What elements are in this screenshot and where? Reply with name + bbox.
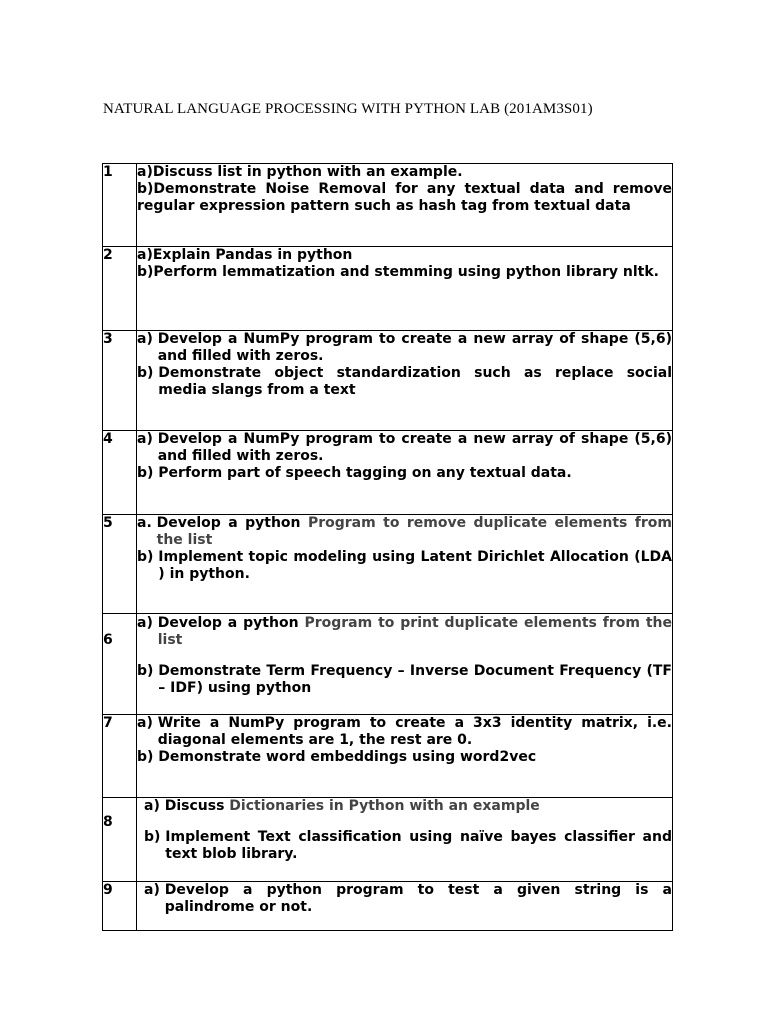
item-text: Perform lemmatization and stemming using python library nltk. — [153, 264, 659, 280]
list-item — [137, 515, 672, 549]
table-row — [103, 715, 673, 798]
item-text: Demonstrate object standardization such as replace social media slangs from a text — [158, 365, 672, 398]
row-number: 7 — [103, 715, 137, 798]
row-content — [137, 614, 673, 715]
table-row — [103, 431, 673, 515]
row-content — [137, 798, 673, 882]
list-item — [137, 549, 672, 583]
item-label: a) — [137, 431, 158, 447]
table-row — [103, 164, 673, 247]
item-text: Implement topic modeling using Latent Dirichlet Allocation (LDA ) in python. — [158, 549, 672, 582]
item-label: a) — [144, 882, 165, 898]
row-number: 8 — [103, 798, 137, 882]
table-row — [103, 882, 673, 931]
row-number: 9 — [103, 882, 137, 931]
item-label: b) — [137, 264, 154, 280]
list-item — [137, 431, 672, 465]
row-content — [137, 164, 673, 247]
table-row — [103, 614, 673, 715]
list-item — [137, 798, 672, 815]
lab-experiments-table — [102, 163, 673, 931]
item-text: Demonstrate Noise Removal for any textual data and remove regular expression pattern such as hash tag from textual data — [137, 181, 672, 214]
item-label: a) — [137, 164, 153, 180]
item-text: Develop a NumPy program to create a new array of shape (5,6) and filled with zeros. — [157, 331, 672, 364]
row-content — [137, 431, 673, 515]
list-item — [137, 365, 672, 399]
item-text: Perform part of speech tagging on any textual data. — [158, 465, 572, 481]
row-content — [137, 515, 673, 614]
row-content — [137, 882, 673, 931]
item-label: a. — [137, 515, 157, 531]
list-item — [137, 181, 672, 215]
table-row — [103, 331, 673, 431]
item-text-bold: Develop a python — [157, 615, 305, 631]
item-label: b) — [137, 663, 159, 679]
page-title: NATURAL LANGUAGE PROCESSING WITH PYTHON LAB (201AM3S01) — [103, 101, 593, 117]
list-item — [137, 749, 672, 766]
list-item — [137, 882, 672, 916]
item-label: a) — [144, 798, 165, 814]
list-item — [137, 663, 672, 697]
item-label: b) — [137, 181, 154, 197]
item-label: b) — [144, 829, 166, 845]
row-number: 1 — [103, 164, 137, 247]
row-number: 6 — [103, 614, 137, 715]
item-text: Demonstrate word embeddings using word2vec — [158, 749, 537, 765]
row-number: 4 — [103, 431, 137, 515]
list-item — [137, 715, 672, 749]
item-label: b) — [137, 549, 159, 565]
item-text-bold: Develop a python — [156, 515, 308, 531]
item-text: Write a NumPy program to create a 3x3 identity matrix, i.e. diagonal elements are 1, the rest are 0. — [157, 715, 672, 748]
item-text-bold: Discuss — [164, 798, 230, 814]
row-content — [137, 247, 673, 331]
item-label: a) — [137, 615, 158, 631]
item-text: Demonstrate Term Frequency – Inverse Document Frequency (TF – IDF) using python — [158, 663, 672, 696]
item-text: Implement Text classification using naïve bayes classifier and text blob library. — [165, 829, 672, 862]
item-text: Develop a python program to test a given string is a palindrome or not. — [164, 882, 672, 915]
row-content — [137, 331, 673, 431]
item-text — [165, 798, 672, 815]
row-content — [137, 715, 673, 798]
item-text: Explain Pandas in python — [152, 247, 353, 263]
item-text-gray: Dictionaries in Python with an example — [229, 798, 540, 814]
item-text-gray: Program to print duplicate elements from the list — [157, 615, 672, 648]
item-label: a) — [137, 715, 158, 731]
list-item — [137, 247, 672, 264]
list-item — [137, 264, 672, 281]
item-label: a) — [137, 247, 153, 263]
list-item — [137, 164, 672, 181]
item-text — [157, 515, 672, 549]
row-number: 2 — [103, 247, 137, 331]
item-text: Develop a NumPy program to create a new array of shape (5,6) and filled with zeros. — [157, 431, 672, 464]
item-text — [158, 615, 672, 649]
table-row — [103, 798, 673, 882]
list-item — [137, 465, 672, 482]
item-label: b) — [137, 365, 159, 381]
list-item — [137, 615, 672, 649]
item-text: Discuss list in python with an example. — [152, 164, 463, 180]
row-number: 3 — [103, 331, 137, 431]
item-label: b) — [137, 749, 159, 765]
table-row — [103, 247, 673, 331]
item-label: a) — [137, 331, 158, 347]
list-item — [137, 331, 672, 365]
list-item — [137, 829, 672, 863]
row-number: 5 — [103, 515, 137, 614]
item-label: b) — [137, 465, 159, 481]
table-row — [103, 515, 673, 614]
item-text-gray: Program to remove duplicate elements from the list — [156, 515, 672, 548]
